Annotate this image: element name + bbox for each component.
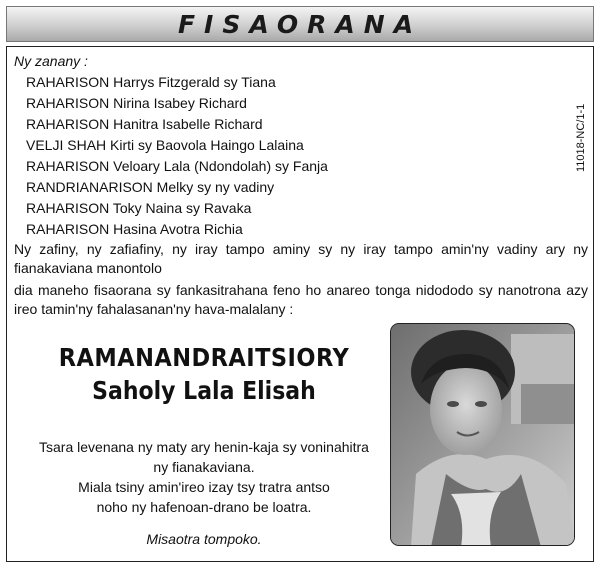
family-member: RAHARISON Toky Naina sy Ravaka — [26, 200, 252, 216]
portrait-image — [391, 324, 575, 546]
deceased-surname: RAMANANDRAITSIORY — [58, 343, 350, 372]
family-member: RAHARISON Hanitra Isabelle Richard — [26, 116, 263, 132]
notice-title: FISAORANA — [177, 9, 423, 39]
family-member: RANDRIANARISON Melky sy ny vadiny — [26, 179, 275, 195]
tribute-line: Miala tsiny amin'ireo izay tsy tratra antso — [78, 479, 330, 495]
family-member: RAHARISON Hasina Avotra Richia — [26, 221, 243, 237]
children-label: Ny zanany : — [14, 53, 88, 69]
tribute-line: noho ny hafenoan-drano be loatra. — [96, 499, 312, 515]
reference-code: 11018-NC/1-1 — [575, 103, 587, 172]
tribute-text — [20, 437, 388, 517]
header-banner — [6, 6, 594, 42]
tribute-line: ny fianakaviana. — [153, 459, 255, 475]
family-list — [26, 72, 328, 240]
family-member: RAHARISON Harrys Fitzgerald sy Tiana — [26, 74, 276, 90]
family-member: VELJI SHAH Kirti sy Baovola Haingo Lalaina — [26, 137, 304, 153]
family-member: RAHARISON Nirina Isabey Richard — [26, 95, 247, 111]
thanks-paragraph: dia maneho fisaorana sy fankasitrahana feno ho anareo tonga nidododo sy nanotrona azy ireo tamin'ny fahalasanan'ny hava-malalany : — [14, 282, 588, 317]
deceased-name-block — [20, 343, 388, 405]
family-member: RAHARISON Veloary Lala (Ndondolah) sy Fanja — [26, 158, 328, 174]
relatives-paragraph: Ny zafiny, ny zafiafiny, ny iray tampo aminy sy ny iray tampo amin'ny vadiny ary ny fianakaviana manontolo — [14, 241, 588, 276]
tribute-line: Tsara levenana ny maty ary henin-kaja sy voninahitra — [39, 439, 369, 455]
deceased-given-name: Saholy Lala Elisah — [92, 376, 316, 405]
closing-thanks: Misaotra tompoko. — [146, 531, 262, 547]
portrait-photo — [390, 323, 575, 546]
